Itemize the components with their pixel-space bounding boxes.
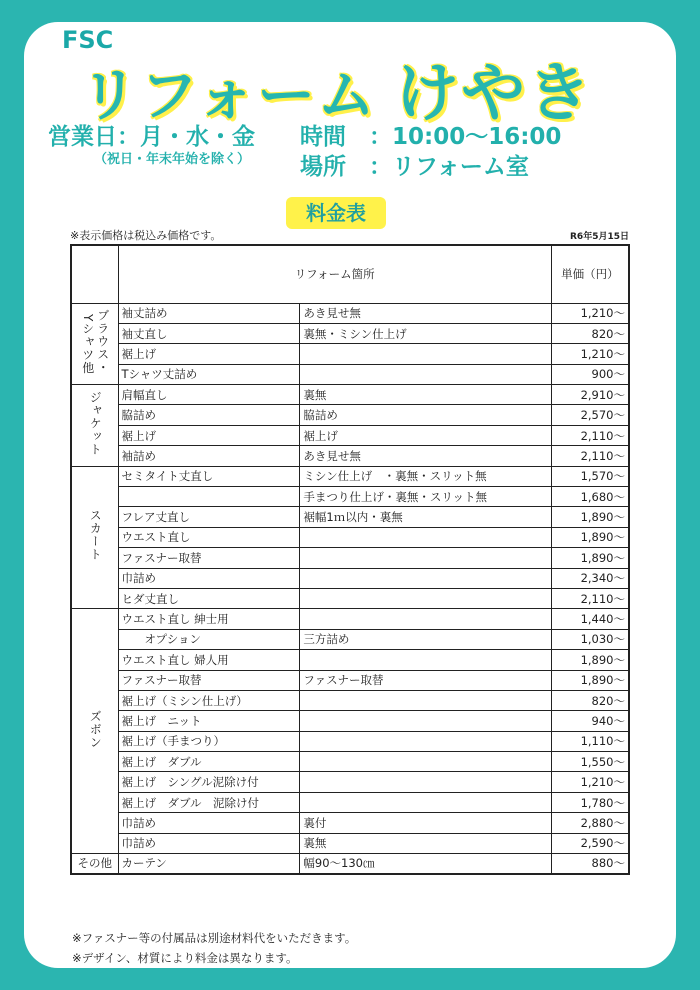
item-cell: 袖丈詰め — [118, 303, 300, 323]
table-row — [71, 466, 629, 486]
price-cell: 1,210～ — [551, 344, 629, 364]
category-label: スカート — [88, 509, 103, 562]
item-cell: セミタイト丈直し — [118, 466, 300, 486]
category-label-part-1: Yシャツ他 — [80, 313, 95, 375]
detail-cell — [300, 588, 551, 608]
detail-cell — [300, 568, 551, 588]
table-row — [71, 487, 629, 507]
detail-cell: 幅90～130㎝ — [300, 854, 551, 874]
item-cell: フレア丈直し — [118, 507, 300, 527]
category-cell — [71, 466, 118, 609]
price-cell: 2,880～ — [551, 813, 629, 833]
table-header-row — [71, 245, 629, 303]
table-row — [71, 629, 629, 649]
table-row — [71, 833, 629, 853]
item-cell: 巾詰め — [118, 568, 300, 588]
price-cell: 1,890～ — [551, 548, 629, 568]
item-cell: 巾詰め — [118, 813, 300, 833]
price-cell: 1,210～ — [551, 772, 629, 792]
detail-cell — [300, 792, 551, 812]
price-cell: 820～ — [551, 323, 629, 343]
table-row — [71, 303, 629, 323]
item-cell: 裾上げ — [118, 344, 300, 364]
table-row — [71, 568, 629, 588]
detail-cell — [300, 548, 551, 568]
detail-cell — [300, 772, 551, 792]
price-cell: 2,570～ — [551, 405, 629, 425]
price-cell: 2,590～ — [551, 833, 629, 853]
detail-cell: ファスナー取替 — [300, 670, 551, 690]
table-row — [71, 425, 629, 445]
category-label: ジャケット — [88, 390, 103, 456]
price-cell: 1,110～ — [551, 731, 629, 751]
detail-cell — [300, 752, 551, 772]
revision-date: R6年5月15日 — [570, 232, 629, 242]
price-cell: 1,890～ — [551, 650, 629, 670]
table-row — [71, 446, 629, 466]
detail-cell — [300, 609, 551, 629]
item-cell: 袖詰め — [118, 446, 300, 466]
detail-cell — [300, 711, 551, 731]
item-cell: 巾詰め — [118, 833, 300, 853]
detail-cell: ミシン仕上げ ・裏無・スリット無 — [300, 466, 551, 486]
footer-note-1: ※ファスナー等の付属品は別途材料代をいただきます。 — [72, 931, 357, 945]
fsc-label: FSC — [62, 26, 114, 54]
detail-cell — [300, 344, 551, 364]
item-cell: 裾上げ — [118, 425, 300, 445]
price-cell: 1,440～ — [551, 609, 629, 629]
business-hours — [48, 118, 668, 151]
item-cell: 裾上げ ダブル 泥除け付 — [118, 792, 300, 812]
price-cell: 2,340～ — [551, 568, 629, 588]
item-cell: 裾上げ（ミシン仕上げ） — [118, 690, 300, 710]
brand-title-a: リフォーム — [80, 61, 378, 129]
price-table-title: 料金表 — [286, 197, 386, 229]
category-cell — [71, 303, 118, 385]
location: 場所 ：リフォーム室 — [300, 154, 529, 180]
price-table — [70, 244, 630, 875]
item-cell: ウエスト直し 婦人用 — [118, 650, 300, 670]
table-row — [71, 670, 629, 690]
price-cell: 900～ — [551, 364, 629, 384]
price-cell: 2,110～ — [551, 588, 629, 608]
holiday-note: （祝日・年末年始を除く） — [94, 152, 251, 167]
table-row — [71, 548, 629, 568]
item-cell: 裾上げ ニット — [118, 711, 300, 731]
detail-cell — [300, 527, 551, 547]
table-row — [71, 364, 629, 384]
tax-note: ※表示価格は税込み価格です。 — [70, 229, 222, 242]
business-days: 営業日：月・水・金 — [48, 124, 255, 150]
price-cell: 880～ — [551, 854, 629, 874]
price-cell: 2,910～ — [551, 385, 629, 405]
table-row — [71, 344, 629, 364]
detail-cell: 裾幅1ｍ以内・裏無 — [300, 507, 551, 527]
header-area: リフォーム箇所 — [118, 245, 551, 303]
table-row — [71, 323, 629, 343]
item-cell: ファスナー取替 — [118, 670, 300, 690]
table-row — [71, 527, 629, 547]
category-label-part-2: ブラウス・ — [95, 309, 110, 375]
table-row — [71, 690, 629, 710]
item-cell: 袖丈直し — [118, 323, 300, 343]
item-cell: オプション — [118, 629, 300, 649]
price-cell: 1,890～ — [551, 527, 629, 547]
price-cell: 940～ — [551, 711, 629, 731]
item-cell: ファスナー取替 — [118, 548, 300, 568]
detail-cell: 手まつり仕上げ・裏無・スリット無 — [300, 487, 551, 507]
item-cell: 肩幅直し — [118, 385, 300, 405]
item-cell — [118, 487, 300, 507]
detail-cell: 裏無 — [300, 385, 551, 405]
detail-cell — [300, 731, 551, 751]
item-cell: カーテン — [118, 854, 300, 874]
item-cell: 裾上げ ダブル — [118, 752, 300, 772]
business-time: 時間 ：10:00～16:00 — [300, 124, 562, 150]
detail-cell: あき見せ無 — [300, 446, 551, 466]
table-row — [71, 711, 629, 731]
detail-cell: 三方詰め — [300, 629, 551, 649]
category-label: ズボン — [88, 709, 103, 749]
price-cell: 2,110～ — [551, 425, 629, 445]
item-cell: 脇詰め — [118, 405, 300, 425]
table-row — [71, 813, 629, 833]
detail-cell — [300, 690, 551, 710]
price-cell: 2,110～ — [551, 446, 629, 466]
detail-cell: 裏無 — [300, 833, 551, 853]
item-cell: ウエスト直し — [118, 527, 300, 547]
table-row — [71, 385, 629, 405]
price-cell: 1,890～ — [551, 507, 629, 527]
table-row — [71, 731, 629, 751]
table-row — [71, 609, 629, 629]
item-cell: Tシャツ丈詰め — [118, 364, 300, 384]
table-row — [71, 792, 629, 812]
price-cell: 1,890～ — [551, 670, 629, 690]
table-row — [71, 772, 629, 792]
price-cell: 1,550～ — [551, 752, 629, 772]
location-row — [48, 148, 668, 180]
table-row — [71, 588, 629, 608]
detail-cell: 裏無・ミシン仕上げ — [300, 323, 551, 343]
category-cell: その他 — [71, 854, 118, 874]
detail-cell — [300, 650, 551, 670]
item-cell: ヒダ丈直し — [118, 588, 300, 608]
table-row — [71, 752, 629, 772]
item-cell: 裾上げ（手まつり） — [118, 731, 300, 751]
table-row — [71, 405, 629, 425]
category-cell — [71, 609, 118, 854]
detail-cell: あき見せ無 — [300, 303, 551, 323]
header-price: 単価（円） — [551, 245, 629, 303]
detail-cell: 裾上げ — [300, 425, 551, 445]
table-row — [71, 650, 629, 670]
item-cell: 裾上げ シングル泥除け付 — [118, 772, 300, 792]
detail-cell: 裏付 — [300, 813, 551, 833]
price-cell: 1,030～ — [551, 629, 629, 649]
brand-title-b: けやき — [395, 57, 594, 131]
header-blank-cell — [71, 245, 118, 303]
price-cell: 820～ — [551, 690, 629, 710]
footer-note-2: ※デザイン、材質により料金は異なります。 — [72, 951, 298, 965]
price-cell: 1,680～ — [551, 487, 629, 507]
table-row — [71, 854, 629, 874]
item-cell: ウエスト直し 紳士用 — [118, 609, 300, 629]
category-cell — [71, 385, 118, 467]
table-row — [71, 507, 629, 527]
price-cell: 1,210～ — [551, 303, 629, 323]
detail-cell — [300, 364, 551, 384]
price-cell: 1,570～ — [551, 466, 629, 486]
page-card — [24, 22, 676, 968]
price-cell: 1,780～ — [551, 792, 629, 812]
detail-cell: 脇詰め — [300, 405, 551, 425]
